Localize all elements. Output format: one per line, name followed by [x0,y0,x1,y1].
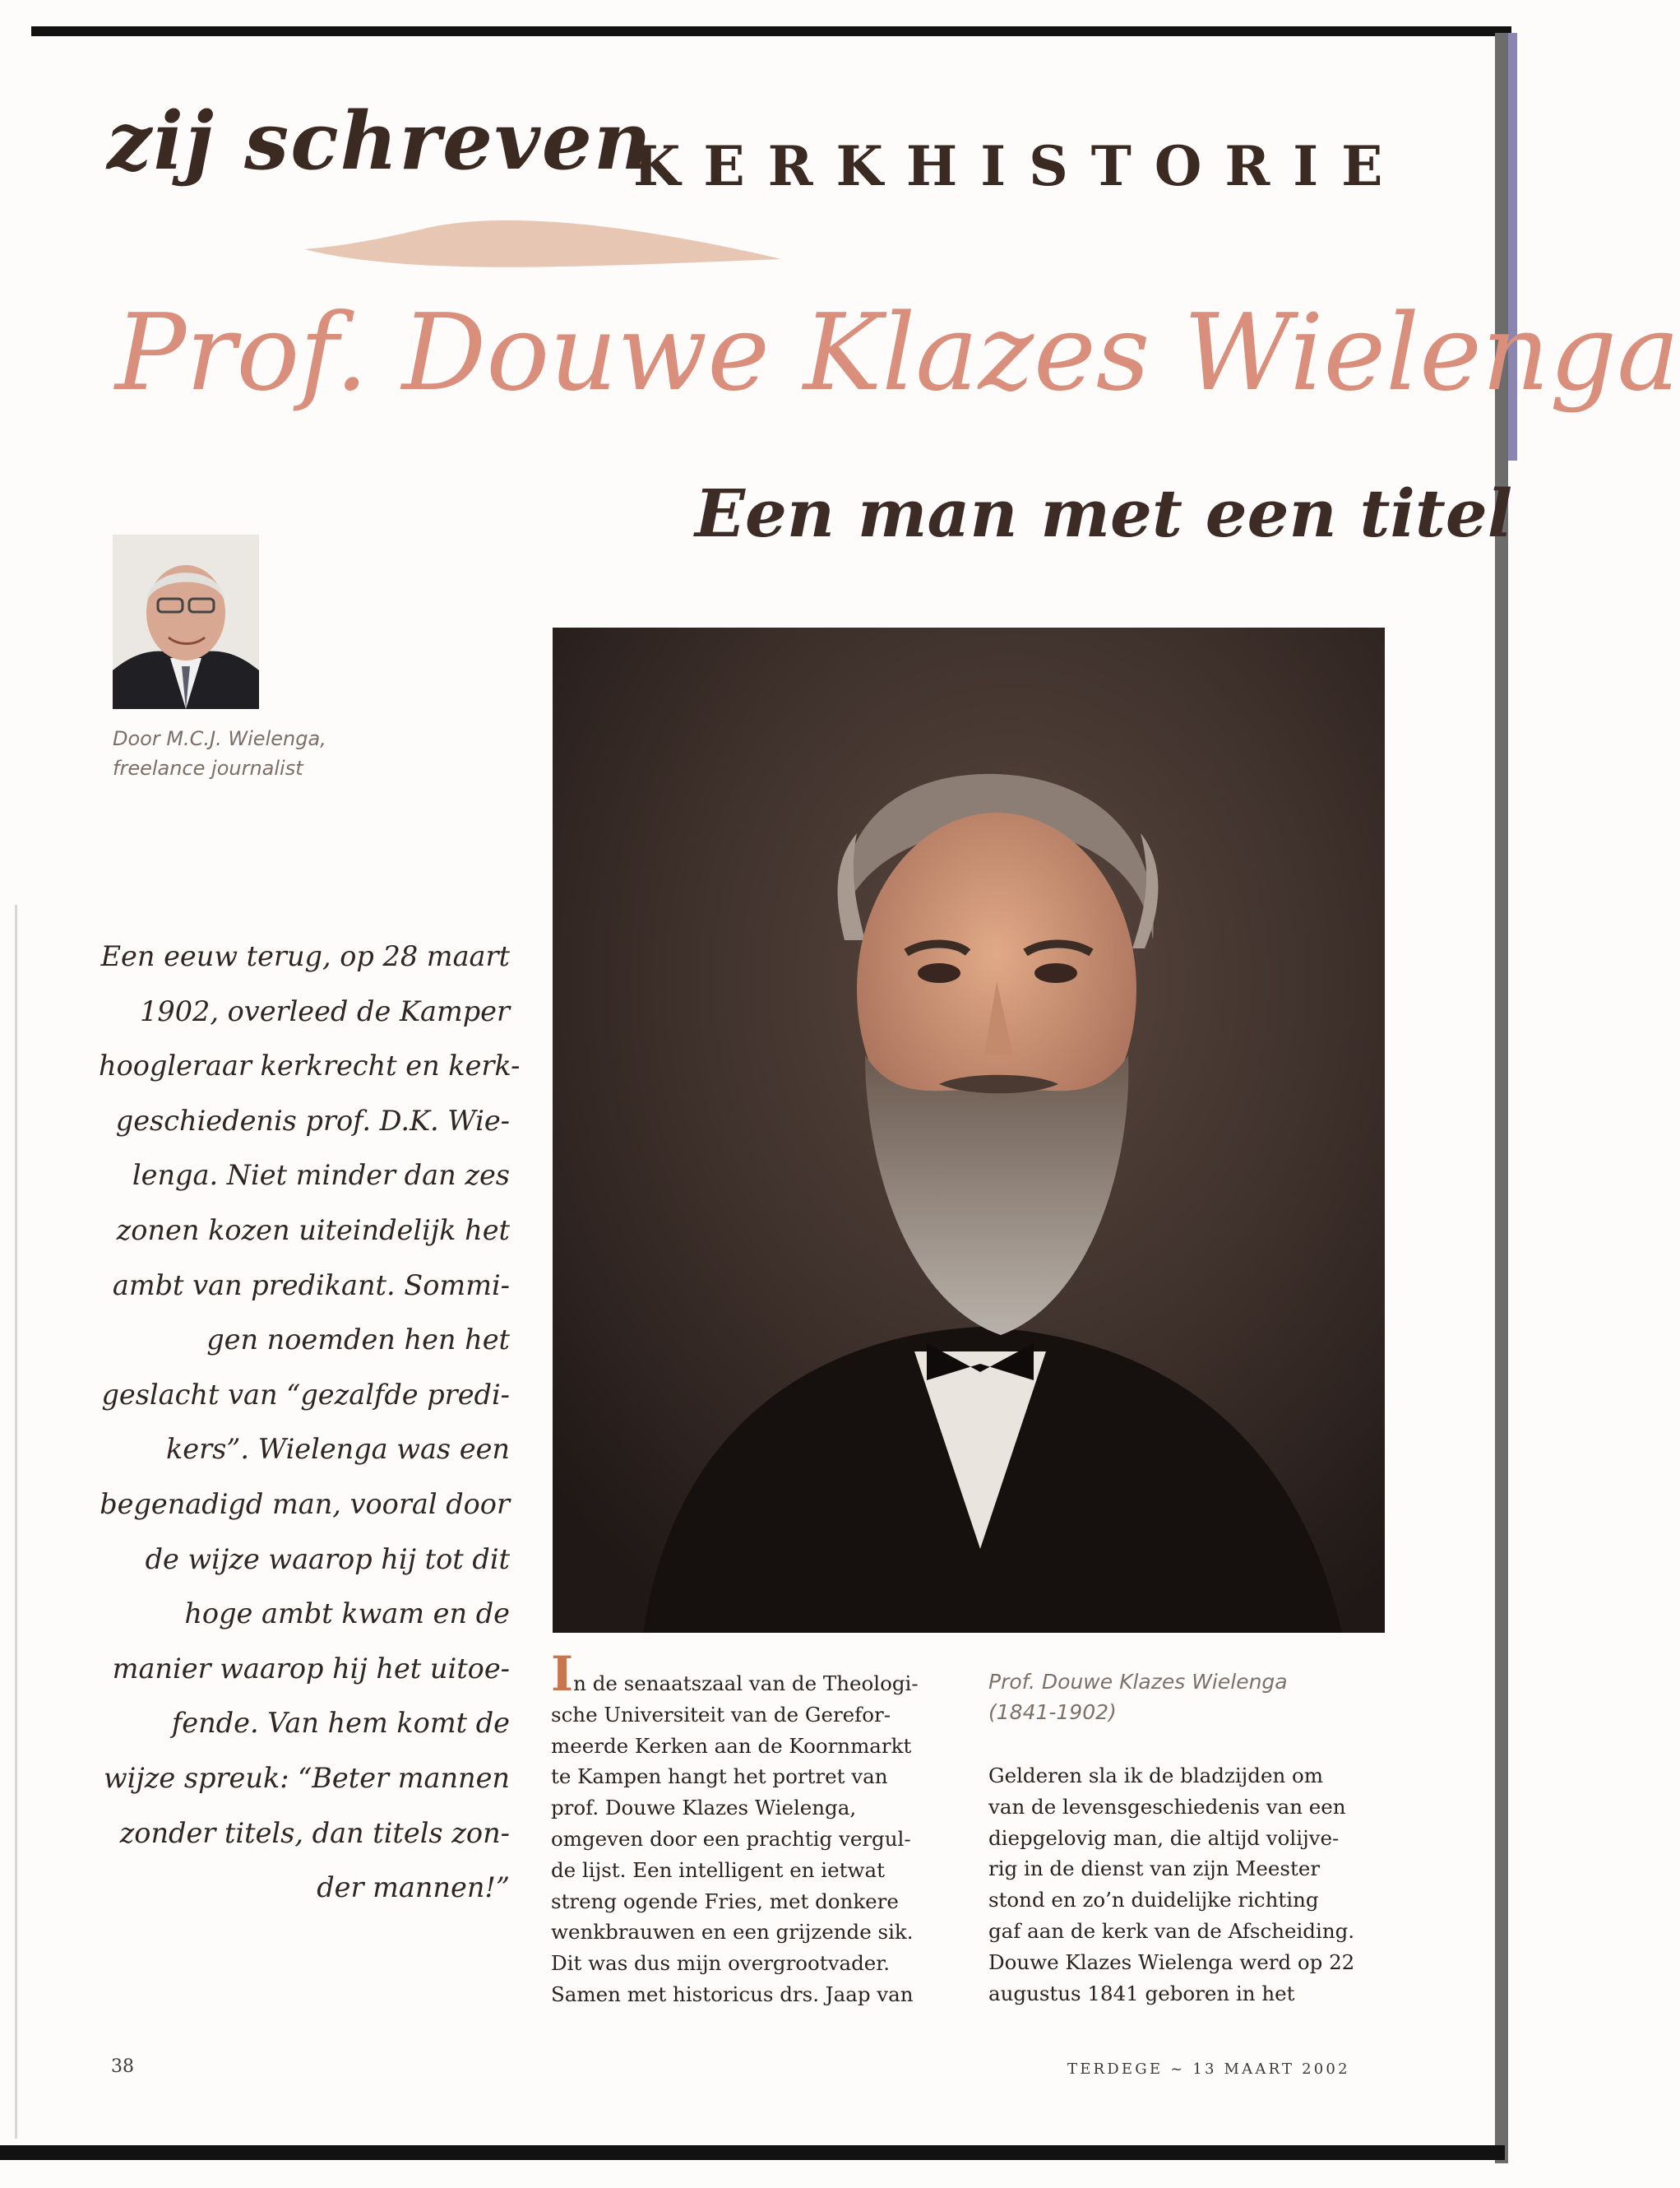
body-column-2 [988,1760,1416,2009]
quote-line: de wijze waarop hij tot dit [145,1542,510,1575]
body-line: augustus 1841 geboren in het [988,1981,1295,2005]
body-line: n de senaatszaal van de Theologi- [573,1671,919,1695]
quote-line: hoge ambt kwam en de [184,1597,510,1630]
body-line: diepgelovig man, die altijd volijve- [988,1825,1340,1850]
quote-line: geslacht van “gezalfde predi- [101,1378,510,1411]
quote-line: begenadigd man, vooral door [100,1487,510,1520]
body-line: prof. Douwe Klazes Wielenga, [551,1796,857,1820]
quote-line: kers”. Wielenga was een [165,1433,510,1466]
body-line: te Kampen hangt het portret van [551,1764,888,1789]
bottom-border [0,2145,1505,2160]
article-subtitle: Een man met een titel [695,475,1513,552]
quote-line: zonen kozen uiteindelijk het [116,1213,510,1246]
left-gutter-line [15,905,17,2139]
quote-line: zonder titels, dan titels zon- [119,1816,510,1849]
quote-line: 1902, overleed de Kamper [140,994,510,1027]
body-column-1 [551,1646,954,2010]
page-number: 38 [111,2056,134,2077]
quote-line: wijze spreuk: “Beter mannen [104,1761,510,1794]
byline-line: freelance journalist [113,757,303,780]
caption-line: Prof. Douwe Klazes Wielenga [988,1670,1288,1694]
body-line: meerde Kerken aan de Koornmarkt [551,1733,912,1758]
body-line: Douwe Klazes Wielenga werd op 22 [988,1949,1355,1974]
body-line: van de levensgeschiedenis van een [988,1794,1346,1819]
body-line: sche Universiteit van de Gerefor- [551,1702,891,1727]
drop-cap: I [551,1646,574,1702]
author-photo [113,535,259,709]
quote-line: gen noemden hen het [206,1323,510,1356]
portrait-painting [553,628,1385,1633]
body-line: Samen met historicus drs. Jaap van [551,1982,914,2006]
quote-line: hoogleraar kerkrecht en kerk- [99,1050,521,1082]
author-byline [113,724,392,783]
quote-line: fende. Van hem komt de [171,1707,510,1740]
quote-line: der mannen!” [317,1871,510,1904]
byline-line: Door M.C.J. Wielenga, [113,727,326,750]
body-line: streng ogende Fries, met donkere [551,1889,899,1913]
body-first-line [551,1646,954,1702]
top-border [31,26,1511,36]
pull-quote [99,929,521,1916]
quote-line: ambt van predikant. Sommi- [112,1268,510,1301]
body-line: Gelderen sla ik de bladzijden om [988,1764,1323,1787]
body-line: wenkbrauwen en een grijzende sik. [551,1920,914,1945]
quote-line: manier waarop hij het uitoe- [112,1652,510,1685]
article-title: Prof. Douwe Klazes Wielenga [115,292,1680,415]
body-line: gaf aan de kerk van de Afscheiding. [988,1918,1355,1943]
photo-caption [988,1666,1350,1727]
caption-line: (1841-1902) [988,1700,1117,1724]
quote-line: Een eeuw terug, op 28 maart [100,940,510,972]
body-line: Dit was dus mijn overgrootvader. [551,1951,891,1976]
quote-line: lenga. Niet minder dan zes [132,1159,510,1192]
quote-line: geschiedenis prof. D.K. Wie- [115,1104,510,1137]
body-line: stond en zo’n duidelijke richting [988,1888,1319,1912]
body-line: omgeven door een prachtig vergul- [551,1826,911,1851]
section-title: KERKHISTORIE [633,134,1406,198]
body-line: rig in de dienst van zijn Meester [988,1857,1321,1881]
body-line: de lijst. Een intelligent en ietwat [551,1857,885,1882]
decorative-swoosh [296,210,789,300]
publication-footer: TERDEGE ~ 13 MAART 2002 [1067,2061,1350,2078]
series-script-title: zij schreven [107,95,653,188]
